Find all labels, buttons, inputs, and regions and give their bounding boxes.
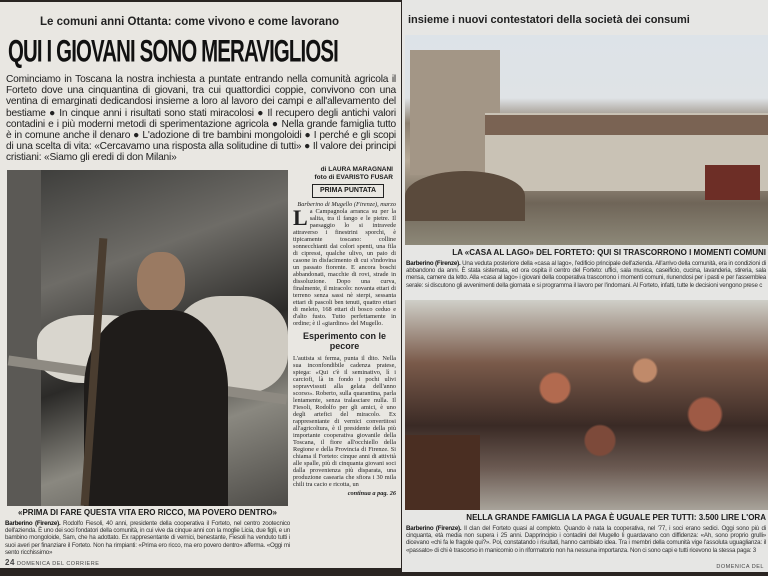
page-number: 24 <box>5 558 15 567</box>
photo-man-with-cows <box>7 170 288 506</box>
drop-cap: L <box>293 205 308 230</box>
group-of-people <box>465 318 765 493</box>
caption-text: Una veduta posteriore della «casa al lago», l'edificio principale dell'azienda. All'arrivo della comunità, era in condizioni di abbandono da anni. È stata sistemata, ed ora ospita il centro del Forteto: uffici, sala musica, caseificio, cucina, lavanderia, stireria, sala mensa, camere da letto. Alla «casa al lago» i giovani della cooperativa trascorrono i momenti comuni, riunendosi per i pasti e per l'assemblea serale: si discutono gli avvenimenti della giornata e si programma il lavoro per l'indomani. Al Forteto, infatti, tutte le decisioni vengono prese c <box>406 260 766 289</box>
man-head <box>137 252 185 312</box>
fence-post <box>7 170 41 506</box>
page-footer <box>5 559 99 568</box>
caption-headline: «PRIMA DI FARE QUESTA VITA ERO RICCO, MA POVERO DENTRO» <box>18 508 277 517</box>
caption-place: Barberino (Firenze). <box>406 525 462 532</box>
article-text: L'autista si ferma, punta il dito. Nella sua inconfondibile cadenza pratese, spiega: «Qui c'è il seminativo, lì i carciofi, là in fondo i pochi ulivi sopravvissuti alla gelata dell'anno scorso». Roberto, sulla quarantina, parla lentamente, senza tralasciare nulla. Il Fiesoli, Rodolfo per gli amici, è uno degli artefici del miracolo. Ex rappresentante di vernici convertitosi all'agricoltura, è il presidente della più importante cooperativa giovanile della Toscana, il fiore all'occhiello della Regione e della Provincia di Firenze. Si chiama il Forteto: cinque anni di attività alle spalle, più di cinquanta giovani soci dalla provenienza più disparata, una produzione casearia che sfiora i 30 mila chili tra cacio e ricotta, un <box>293 355 396 488</box>
byline <box>315 166 393 182</box>
caption <box>406 260 766 289</box>
caption-headline: NELLA GRANDE FAMIGLIA LA PAGA È UGUALE PER TUTTI: 3.500 LIRE L'ORA <box>466 513 766 522</box>
dateline: Barberino di Mugello (Firenze), marzo <box>297 201 396 208</box>
caption <box>5 520 290 556</box>
headline: QUI I GIOVANI SONO MERAVIGLIOSI <box>8 34 338 70</box>
man-body <box>84 310 228 506</box>
roof <box>485 115 768 135</box>
kicker: Le comuni anni Ottanta: come vivono e come lavorano <box>40 16 340 28</box>
woodpile <box>405 171 525 221</box>
episode-badge: PRIMA PUNTATA <box>312 184 384 198</box>
continued-link: continua a pag. 26 <box>347 490 396 497</box>
subheading: Esperimento con le pecore <box>302 331 387 351</box>
magazine-name: DOMENICA DEL CORRIERE <box>16 561 100 567</box>
caption-text: Rodolfo Fiesoli, 40 anni, presidente della cooperativa il Forteto, nel centro zootecnico dell'azienda. È uno dei soci fondatori della comunità, in cui vive da cinque anni con la moglie Licia, due figli, e un bambino mongoloide, Sam, che ha adottato. Ex rappresentante di vernici, benestante, Fiesoli ha venduto tutti i suoi averi per finanziare il Forteto. Non ha rimpianti: «Prima ero ricco, ma ero povero dentro» afferma. «Oggi mi sento ricchissimo» <box>5 520 290 556</box>
tractor <box>705 165 760 200</box>
byline-author: di LAURA MARAGNANI <box>320 166 393 173</box>
magazine-name: DOMENICA DEL <box>716 564 764 570</box>
article-column <box>293 201 396 497</box>
caption-headline: LA «CASA AL LAGO» DEL FORTETO: QUI SI TRASCORRONO I MOMENTI COMUNI <box>452 248 766 257</box>
article-text: a Campagnola arranca su per la salita, tra il fango e le pietre. Il paesaggio lo si intravede attraverso i finestrini sporchi, è tipicamente toscano: colline sonnecchianti dai colori spenti, una fila di cipressi, qualche ulivo, un paio di casone in disfacimento di cui s'indovina un passato fiorente. E ancora boschi abbandonati, macchie di rovi, strade in dissoluzione. Dopo una curva, finalmente, il miracolo: novanta ettari di terreno senza sassi nè sterpi, sessanta ettari di pascoli ben tenuti, quattro ettari di meleto, 168 ettari di bosco ceduo e d'alto fusto. Tutto perfettamente in ordine; è il «giardino» del Mugello. <box>293 208 396 327</box>
byline-photo: foto di EVARISTO FUSAR <box>314 174 393 181</box>
caption-place: Barberino (Firenze). <box>406 260 461 267</box>
caption-place: Barberino (Firenze). <box>5 520 61 527</box>
caption <box>406 525 766 554</box>
left-page <box>0 2 401 568</box>
caption-text: Il clan del Forteto quasi al completo. Quando è nata la cooperativa, nel '77, i soci erano sedici. Oggi sono più di cinquanta, età media non supera i 25 anni. Dapprincipio i contadini del Mugello li guardavano con diffidenza: «Ah, sono proprio grulli» dicevano «chi fa le fragole qui?». Poi, constatando i risultati, hanno cambiato idea. Tra i membri della comunità vige l'assoluta uguaglianza: il «passato» di chi è trascorso in manicomio o in riformatorio non ha nessuna importanza. Non ci sono capi e tutti ricevono la stessa paga: 3 <box>406 525 766 554</box>
kicker: insieme i nuovi contestatori della società dei consumi <box>408 14 690 26</box>
intro-text: Cominciamo in Toscana la nostra inchiesta a puntate entrando nella comunità agricola il Forteto dove una cinquantina di giovani, tra cui quattordici coppie, convivono con una ventina di emarginati dedicandosi insieme a loro al lavoro dei campi e all'allevamento del bestiame ● In cinque anni i risultati sono stati miracolosi ● Il recupero degli antichi valori contadini e i più moderni metodi di sperimentazione agricola ● Nella grande famiglia tutto è in comune anche il denaro ● L'adozione di tre bambini mongoloidi ● I perché e gli scopi di una scelta di vita: «Cercavamo una risposta alla solitudine di tutti» ● Il valore dei principi cristiani: «Siamo gli eredi di don Milani» <box>6 74 396 164</box>
photo-group-community <box>405 300 768 510</box>
right-page <box>402 0 768 572</box>
photo-farmhouse <box>405 35 768 245</box>
